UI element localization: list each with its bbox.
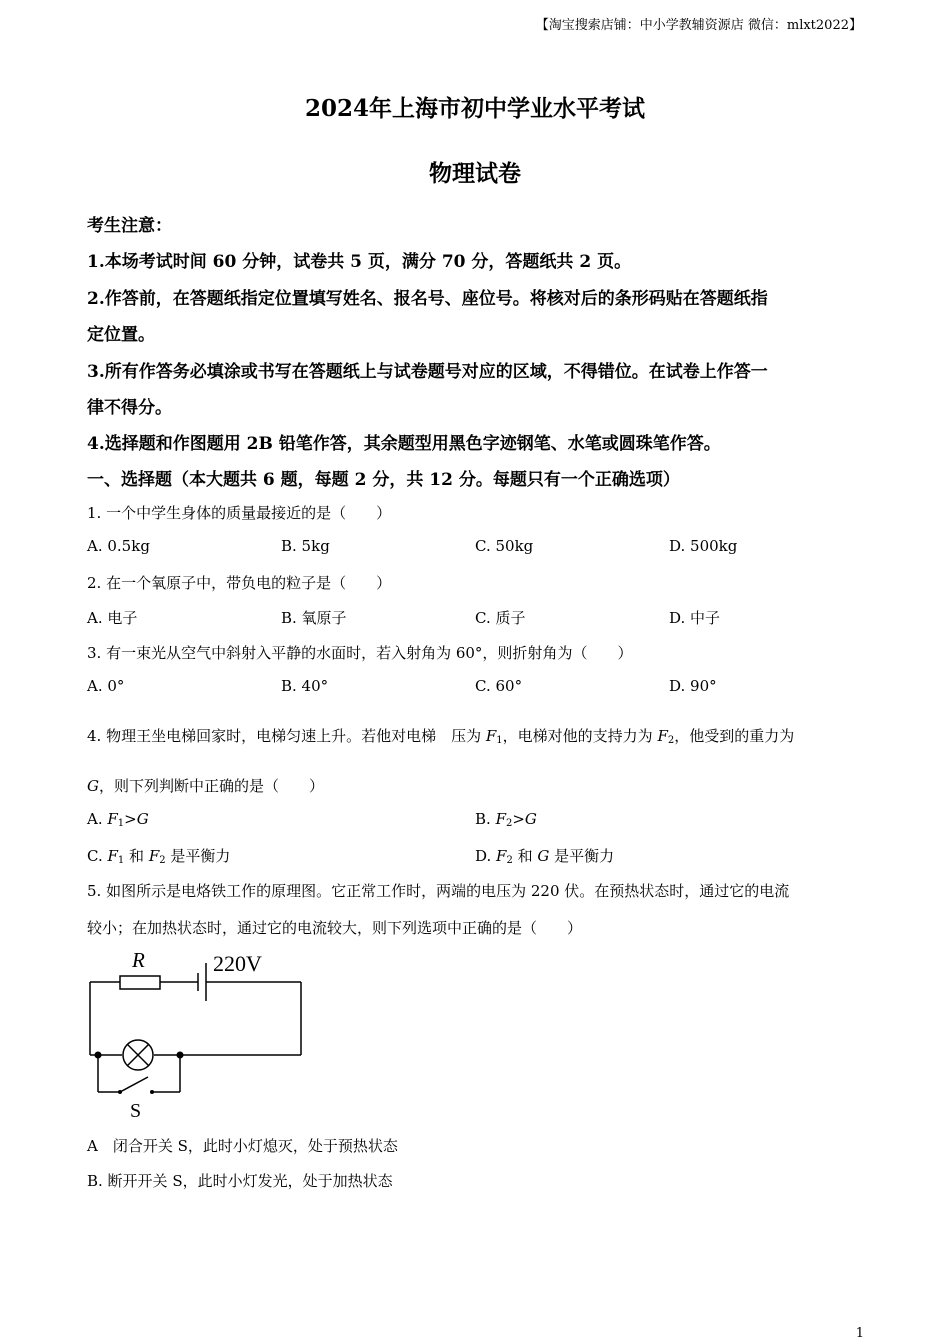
- notice-line-4: 4.选择题和作图题用 2B 铅笔作答，其余题型用黑色字迹钢笔、水笔或圆珠笔作答。: [87, 434, 721, 454]
- q5-option-b: B. 断开开关 S，此时小灯发光，处于加热状态: [87, 1172, 393, 1190]
- notice-line-1: 1.本场考试时间 60 分钟，试卷共 5 页，满分 70 分，答题纸共 2 页。: [87, 252, 632, 272]
- exam-title: 2024年上海市初中学业水平考试: [304, 95, 645, 122]
- question-4-stem-line-2: G，则下列判断中正确的是（ ）: [87, 777, 324, 795]
- resistor-label: R: [132, 948, 145, 972]
- q1-option-d: D. 500kg: [669, 537, 738, 555]
- q3-option-b: B. 40°: [281, 677, 329, 695]
- q1-option-b: B. 5kg: [281, 537, 330, 555]
- notice-line-2b: 定位置。: [87, 325, 155, 345]
- q1-option-a: A. 0.5kg: [87, 537, 150, 555]
- q3-option-a: A. 0°: [87, 677, 125, 695]
- question-4-stem-line-1: 4. 物理王坐电梯回家时，电梯匀速上升。若他对电梯 压为 $F_1$，电梯对他的支持力为 $F_2$，他受到的重力为: [87, 727, 795, 746]
- q5-option-a: A 闭合开关 S，此时小灯熄灭，处于预热状态: [87, 1137, 398, 1155]
- q3-option-d: D. 90°: [669, 677, 717, 695]
- q4-option-a: A. $F_1>G$: [87, 810, 149, 829]
- junction-dot-right: [177, 1052, 184, 1059]
- question-2-stem: 2. 在一个氧原子中，带负电的粒子是（ ）: [87, 574, 392, 592]
- question-5-stem-line-2: 较小；在加热状态时，通过它的电流较大，则下列选项中正确的是（ ）: [87, 919, 583, 937]
- switch-label: S: [130, 1100, 142, 1122]
- q3-option-c: C. 60°: [475, 677, 523, 695]
- q2-option-a: A. 电子: [87, 609, 138, 627]
- question-5-stem-line-1: 5. 如图所示是电烙铁工作的原理图。它正常工作时，两端的电压为 220 伏。在预热状态时，通过它的电流: [87, 882, 790, 900]
- q4-option-d: D. $F_2$ 和 G 是平衡力: [475, 847, 615, 866]
- junction-dot-left: [95, 1052, 102, 1059]
- switch-contact-right: [150, 1090, 154, 1094]
- switch-contact-left: [118, 1090, 122, 1094]
- notice-line-2a: 2.作答前，在答题纸指定位置填写姓名、报名号、座位号。将核对后的条形码贴在答题纸指: [87, 289, 768, 309]
- notice-line-3a: 3.所有作答务必填涂或书写在答题纸上与试卷题号对应的区域，不得错位。在试卷上作答一: [87, 362, 768, 382]
- circuit-diagram: [80, 945, 320, 1125]
- resistor-symbol: [120, 976, 160, 989]
- q2-option-d: D. 中子: [669, 609, 721, 627]
- question-1-stem: 1. 一个中学生身体的质量最接近的是（ ）: [87, 504, 392, 522]
- notice-line-3b: 律不得分。: [87, 398, 172, 418]
- exam-subtitle: 物理试卷: [429, 160, 521, 187]
- voltage-label: 220V: [213, 951, 262, 976]
- q4-option-b: B. $F_2>G$: [475, 810, 537, 829]
- q2-option-c: C. 质子: [475, 609, 526, 627]
- notice-heading: 考生注意：: [87, 216, 172, 236]
- page-number: 1: [855, 1326, 864, 1341]
- page-header: 【淘宝搜索店铺：中小学教辅资源店 微信：mlxt2022】: [535, 18, 862, 33]
- switch-blade: [120, 1077, 148, 1092]
- q1-option-c: C. 50kg: [475, 537, 534, 555]
- question-3-stem: 3. 有一束光从空气中斜射入平静的水面时，若入射角为 60°，则折射角为（ ）: [87, 644, 633, 662]
- section-1-heading: 一、选择题（本大题共 6 题，每题 2 分，共 12 分。每题只有一个正确选项）: [87, 470, 680, 490]
- q2-option-b: B. 氧原子: [281, 609, 347, 627]
- q4-option-c: C. $F_1$ 和 $F_2$ 是平衡力: [87, 847, 231, 866]
